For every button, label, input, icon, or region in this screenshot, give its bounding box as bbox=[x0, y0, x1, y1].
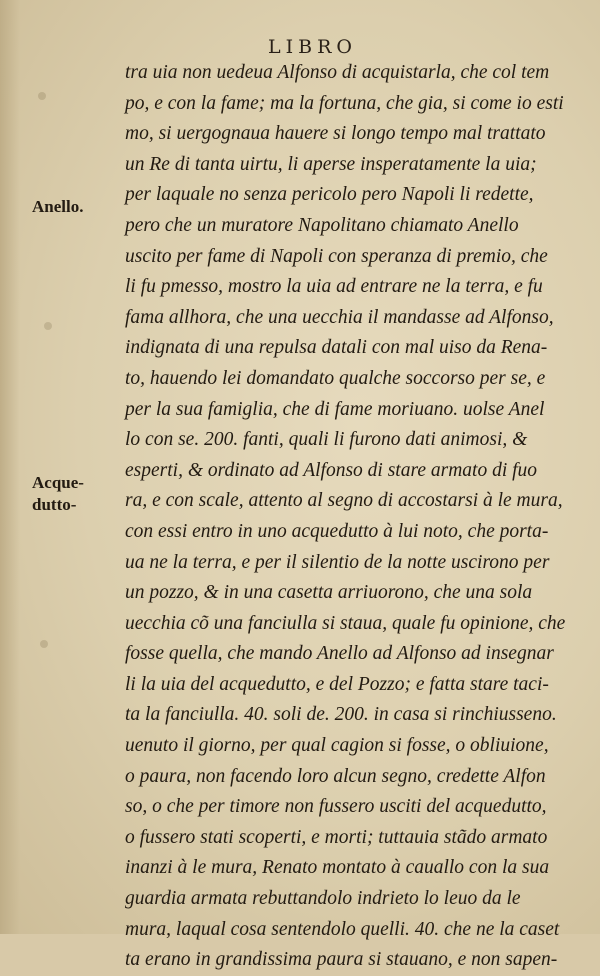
text-line: un pozzo, & in una casetta arriuorono, che una sola bbox=[125, 582, 533, 604]
margin-note-acquedutto bbox=[32, 472, 122, 516]
text-line: lo con se. 200. fanti, quali li furono dati animosi, & bbox=[125, 429, 528, 451]
text-line: po, e con la fame; ma la fortuna, che gia, si come io esti bbox=[125, 92, 564, 114]
ink-bleed-spot bbox=[40, 640, 48, 648]
margin-note-text: dutto- bbox=[32, 495, 77, 514]
text-line: o fussero stati scoperti, e morti; tuttauia stãdo armato bbox=[125, 826, 548, 848]
text-line: mura, laqual cosa sentendolo quelli. 40. che ne la caset bbox=[125, 918, 560, 940]
body-text-block bbox=[125, 58, 565, 976]
text-line: fama allhora, che una uecchia il mandasse ad Alfonso, bbox=[125, 306, 554, 328]
text-line: so, o che per timore non fussero usciti del acquedutto, bbox=[125, 796, 547, 818]
text-line: ra, e con scale, attento al segno di accostarsi à le mura, bbox=[125, 490, 563, 512]
text-line: per la sua famiglia, che di fame moriuano. uolse Anel bbox=[125, 398, 545, 420]
text-line: fosse quella, che mando Anello ad Alfonso ad insegnar bbox=[125, 643, 554, 665]
text-line: mo, si uergognaua hauere si longo tempo mal trattato bbox=[125, 123, 546, 145]
margin-note-anello bbox=[32, 196, 122, 218]
text-line: o paura, non facendo loro alcun segno, credette Alfon bbox=[125, 765, 546, 787]
text-line: li la uia del acquedutto, e del Pozzo; e fatta stare taci- bbox=[125, 673, 549, 695]
ink-bleed-spot bbox=[38, 92, 46, 100]
margin-note-text: Anello. bbox=[32, 197, 84, 216]
margin-note-text: Acque- bbox=[32, 473, 84, 492]
text-line: per laquale no senza pericolo pero Napoli li redette, bbox=[125, 184, 534, 206]
text-line: esperti, & ordinato ad Alfonso di stare armato di fuo bbox=[125, 459, 538, 481]
text-line: pero che un muratore Napolitano chiamato Anello bbox=[125, 214, 519, 236]
text-line: ua ne la terra, e per il silentio de la notte uscirono per bbox=[125, 551, 550, 573]
text-line: guardia armata rebuttandolo indrieto lo leuo da le bbox=[125, 888, 521, 910]
text-line: li fu pmesso, mostro la uia ad entrare ne la terra, e fu bbox=[125, 276, 543, 298]
page-gutter-shadow bbox=[0, 0, 20, 934]
text-line: uscito per fame di Napoli con speranza di premio, che bbox=[125, 245, 548, 267]
text-line: ta la fanciulla. 40. soli de. 200. in casa si rinchiusseno. bbox=[125, 704, 557, 726]
text-line: uecchia cõ una fanciulla si staua, quale fu opinione, che bbox=[125, 612, 566, 634]
text-line: to, hauendo lei domandato qualche soccorso per se, e bbox=[125, 367, 546, 389]
running-header: LIBRO bbox=[268, 36, 357, 58]
text-line: uenuto il giorno, per qual cagion si fosse, o obliuione, bbox=[125, 735, 549, 757]
text-line: tra uia non uedeua Alfonso di acquistarla, che col tem bbox=[125, 62, 550, 83]
text-line: ta erano in grandissima paura si stauano, e non sapen- bbox=[125, 949, 558, 971]
ink-bleed-spot bbox=[44, 322, 52, 330]
text-line: indignata di una repulsa datali con mal uiso da Rena- bbox=[125, 337, 548, 359]
text-line: con essi entro in uno acquedutto à lui noto, che porta- bbox=[125, 520, 549, 542]
text-line: un Re di tanta uirtu, li aperse insperatamente la uia; bbox=[125, 153, 537, 175]
text-line: inanzi à le mura, Renato montato à cauallo con la sua bbox=[125, 857, 550, 879]
